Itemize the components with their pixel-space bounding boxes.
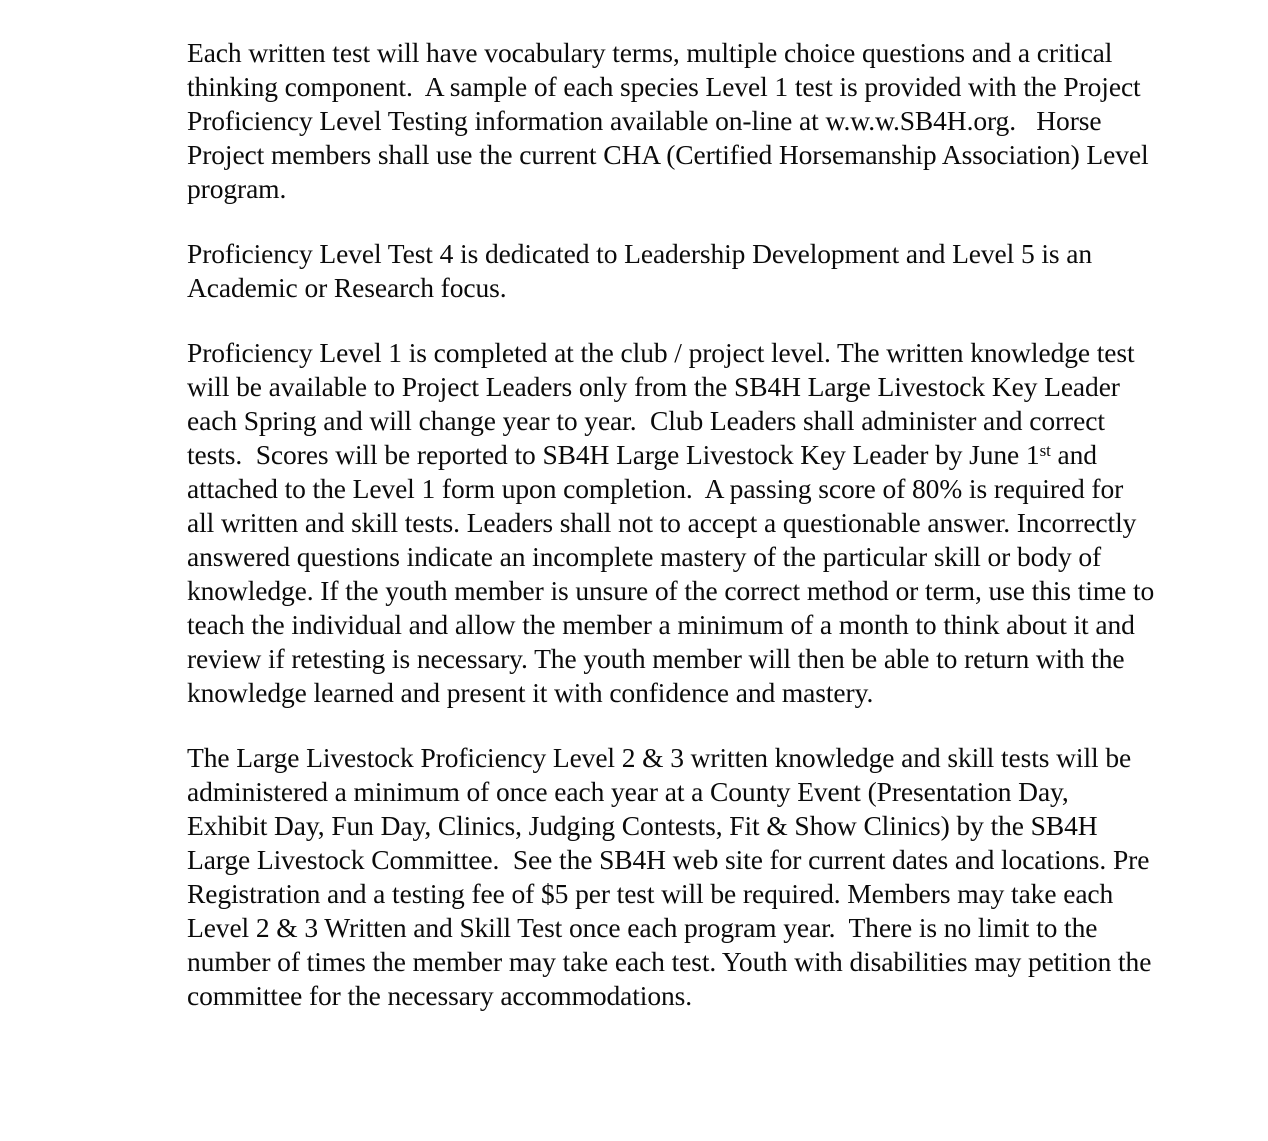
paragraph-level-1-details <box>187 336 1161 710</box>
paragraph-written-test-overview: Each written test will have vocabulary terms, multiple choice questions and a critical thinking component. A sample of each species Level 1 test is provided with the Project Proficiency Level Testing information available on-line at w.w.w.SB4H.org. Horse Project members shall use the current CHA (Certified Horsemanship Association) Level program. <box>187 37 1156 204</box>
paragraph-level-2-3-testing: The Large Livestock Proficiency Level 2 & 3 written knowledge and skill tests will be administered a minimum of once each year at a County Event (Presentation Day, Exhibit Day, Fun Day, Clinics, Judging Contests, Fit & Show Clinics) by the SB4H Large Livestock Committee. See the SB4H web site for current dates and locations. Pre Registration and a testing fee of $5 per test will be required. Members may take each Level 2 & 3 Written and Skill Test once each program year. There is no limit to the number of times the member may take each test. Youth with disabilities may petition the committee for the necessary accommodations. <box>187 742 1159 1011</box>
paragraph-level-4-5: Proficiency Level Test 4 is dedicated to Leadership Development and Level 5 is an Academic or Research focus. <box>187 238 1098 303</box>
paragraph-level-1-text-before-superscript: Proficiency Level 1 is completed at the club / project level. The written knowledge test will be available to Project Leaders only from the SB4H Large Livestock Key Leader each Spring and will change year to year. Club Leaders shall administer and correct tests. Scores will be reported to SB4H Large Livestock Key Leader by June 1 <box>187 337 1142 470</box>
document-text-block <box>187 36 1161 1013</box>
paragraph-level-1-text-after-superscript: and attached to the Level 1 form upon completion. A passing score of 80% is required for all written and skill tests. Leaders shall not to accept a questionable answer. Incorrectly answered questions indicate an incomplete mastery of the particular skill or body of knowledge. If the youth member is unsure of the correct method or term, use this time to teach the individual and allow the member a minimum of a month to think about it and review if retesting is necessary. The youth member will then be able to return with the knowledge learned and present it with confidence and mastery. <box>187 439 1161 708</box>
superscript-ordinal-st: st <box>1039 441 1051 461</box>
